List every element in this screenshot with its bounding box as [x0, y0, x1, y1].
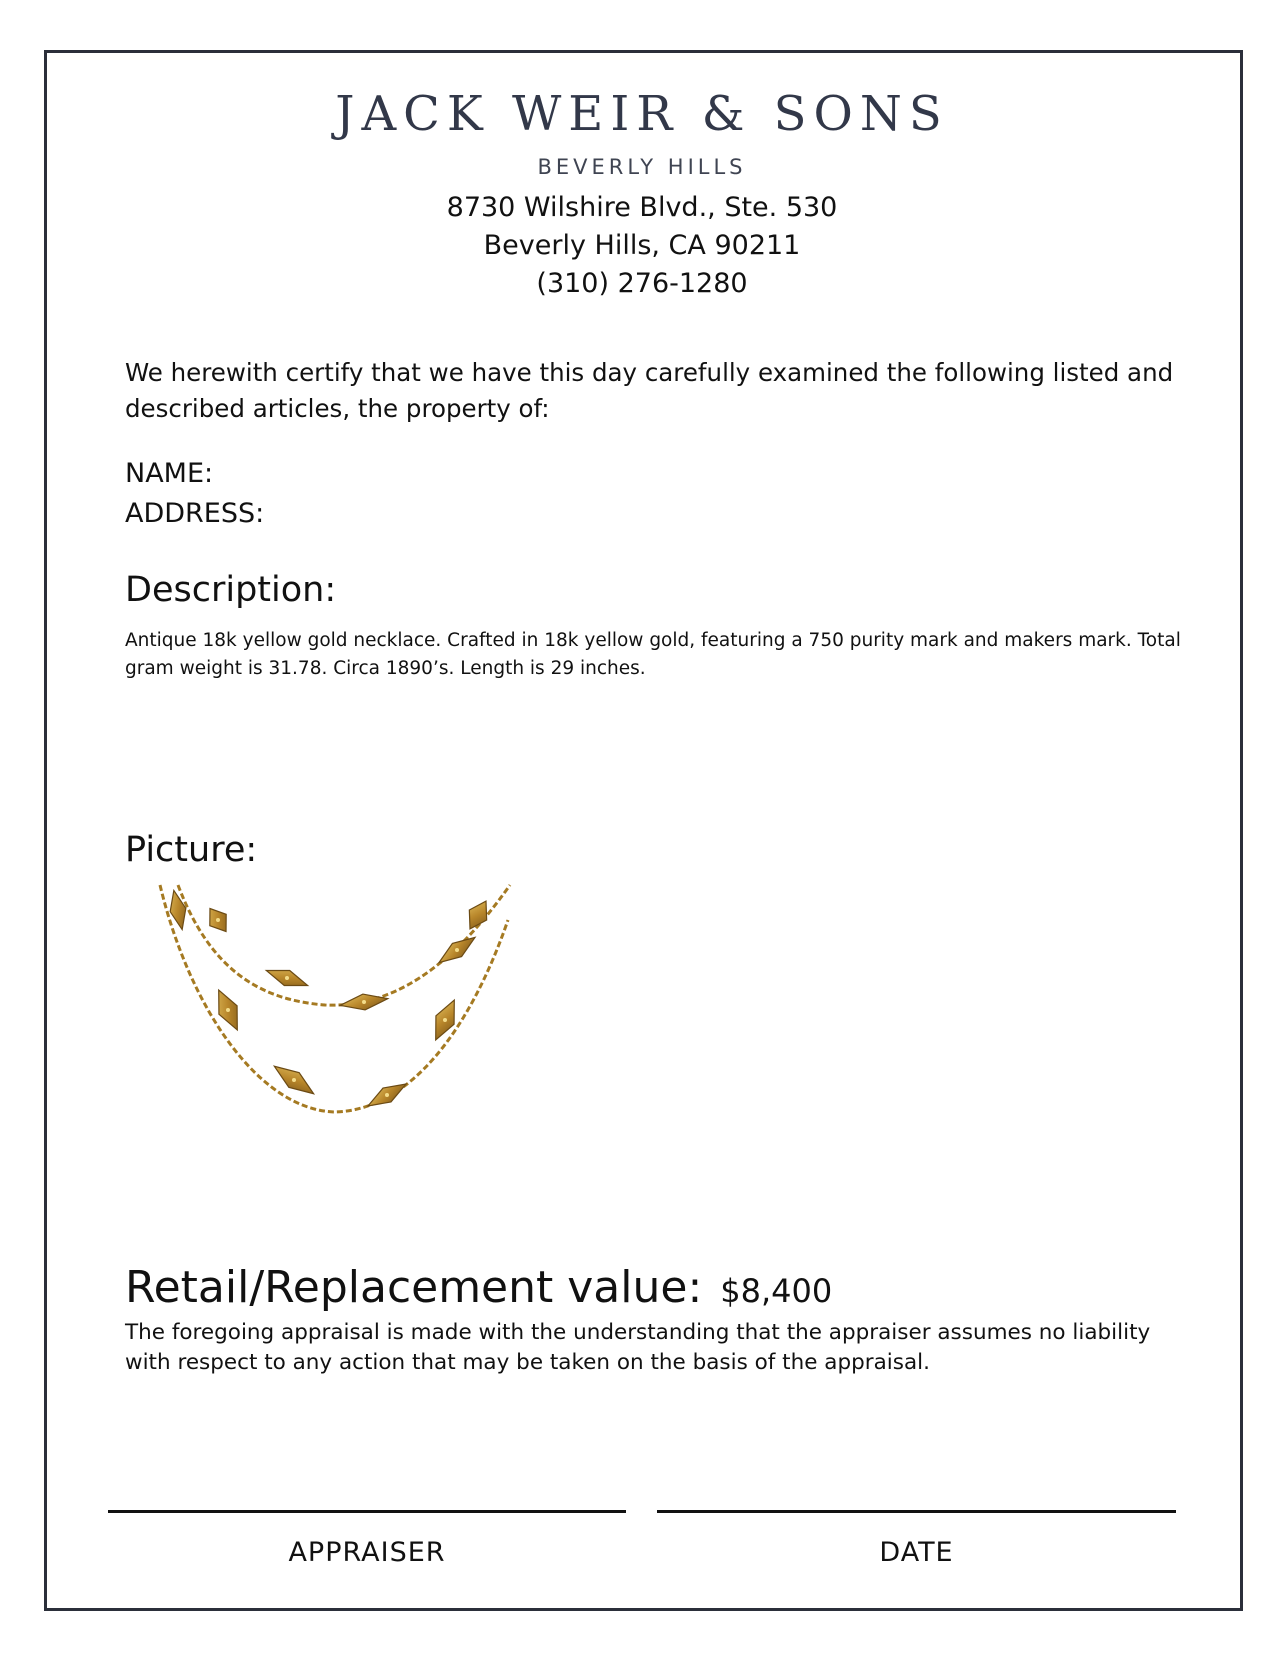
phone-number: (310) 276-1280 [536, 268, 748, 299]
necklace-photo [150, 880, 530, 1120]
address-label: ADDRESS: [125, 498, 265, 529]
certification-intro: We herewith certify that we have this day carefully examined the following listed and described articles, the property of: [125, 358, 1174, 423]
description-text: Antique 18k yellow gold necklace. Crafted in 18k yellow gold, featuring a 750 purity mark and makers mark. Total gram weight is 31.78. Circa 1890’s. Length is 29 inches. [125, 630, 1181, 679]
brand-name: JACK WEIR & SONS [335, 86, 949, 142]
address-line-2: Beverly Hills, CA 90211 [483, 230, 801, 261]
appraisal-disclaimer: The foregoing appraisal is made with the understanding that the appraiser assumes no liability with respect to any action that may be taken on the basis of the appraisal. [125, 1320, 1151, 1375]
retail-value-line [125, 1262, 832, 1313]
date-label: DATE [879, 1537, 954, 1568]
brand-location: BEVERLY HILLS [537, 155, 747, 179]
retail-value-amount: $8,400 [720, 1272, 833, 1310]
description-heading: Description: [125, 570, 337, 610]
retail-value-label: Retail/Replacement value: [125, 1262, 703, 1313]
date-signature-line [657, 1510, 1176, 1513]
appraiser-signature-line [108, 1510, 626, 1513]
appraiser-label: APPRAISER [288, 1537, 446, 1568]
picture-heading: Picture: [125, 830, 258, 870]
name-label: NAME: [125, 458, 214, 489]
address-line-1: 8730 Wilshire Blvd., Ste. 530 [446, 192, 838, 223]
